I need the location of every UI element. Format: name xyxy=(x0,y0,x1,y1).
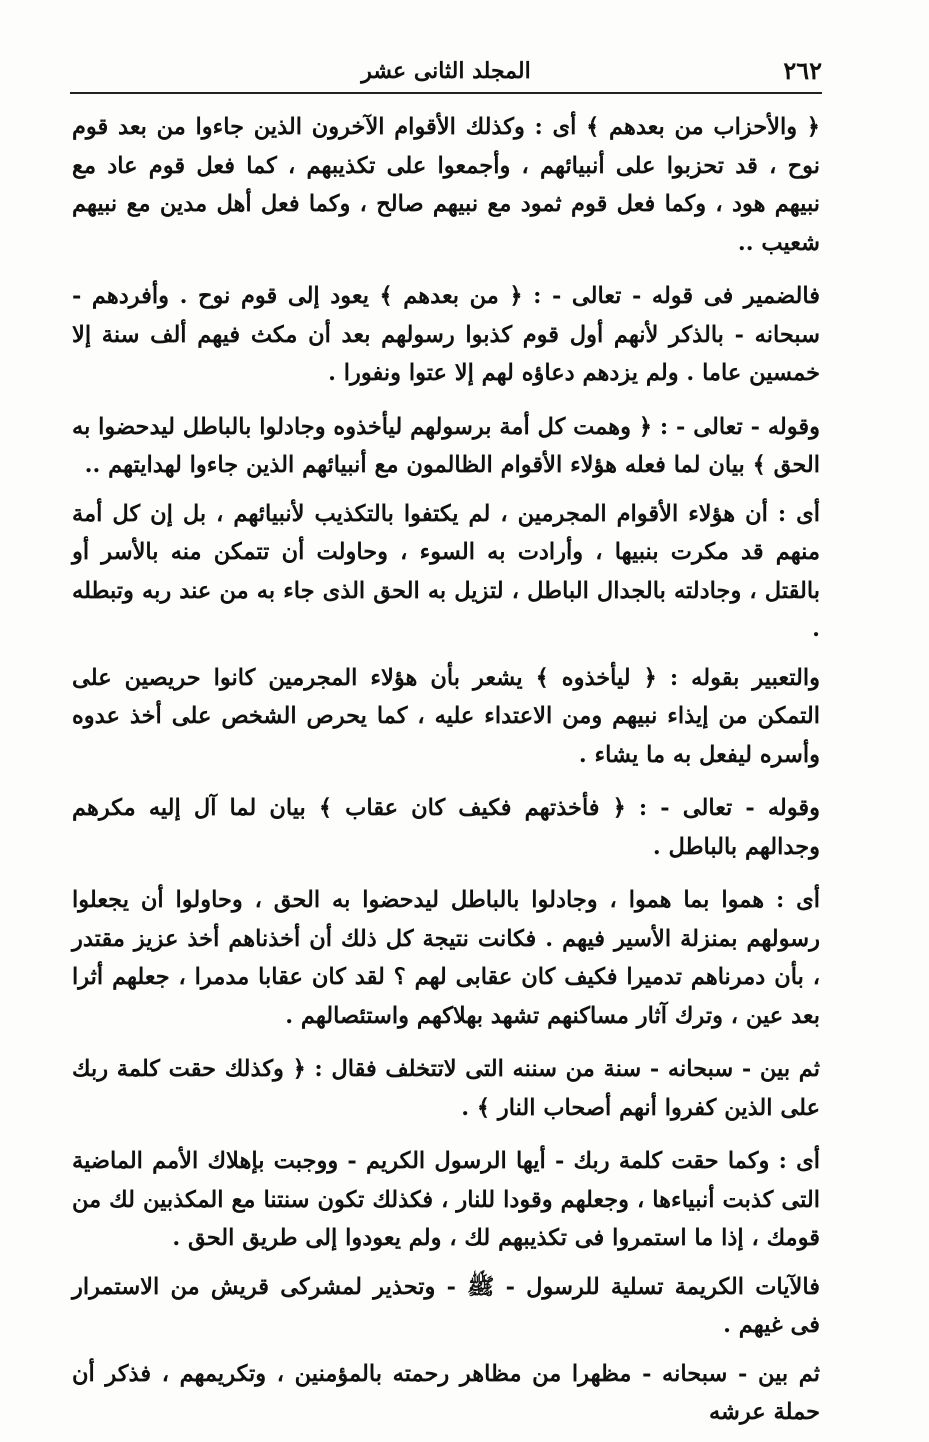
paragraph: أى : وكما حقت كلمة ربك - أيها الرسول الكريم - ووجبت بإهلاك الأمم الماضية التى كذبت أنبياءها ، وجعلهم وقودا للنار ، فكذلك تكون سنتنا مع المكذبين لك من قومك ، إذا ما استمروا فى تكذيبهم لك ، ولم يعودوا إلى طريق الحق . xyxy=(72,1148,821,1251)
paragraph: فالآيات الكريمة تسلية للرسول - ﷺ - وتحذير لمشركى قريش من الاستمرار فى غيهم . xyxy=(72,1273,820,1338)
paragraph: ثم بين - سبحانه - سنة من سننه التى لاتتخلف فقال : ﴿ وكذلك حقت كلمة ربك على الذين كفروا أنهم أصحاب النار ﴾ . xyxy=(72,1056,820,1121)
paragraph: وقوله - تعالى - : ﴿ وهمت كل أمة برسولهم ليأخذوه وجادلوا بالباطل ليدحضوا به الحق ﴾ بيان لما فعله هؤلاء الأقوام الظالمون مع أنبيائهم الذين جاءوا لهدايتهم .. xyxy=(72,413,820,478)
page-header xyxy=(70,50,822,92)
paragraph: وقوله - تعالى - : ﴿ فأخذتهم فكيف كان عقاب ﴾ بيان لما آل إليه مكرهم وجدالهم بالباطل . xyxy=(72,795,820,860)
paragraph: أى : أن هؤلاء الأقوام المجرمين ، لم يكتفوا بالتكذيب لأنبيائهم ، بل إن كل أمة منهم قد مكرت بنبيها ، وأرادت به السوء ، وحاولت أن تتمكن منه بالأسر أو بالقتل ، وجادلته بالجدال الباطل ، لتزيل به الحق الذى جاء به من عند ربه وتبطله . xyxy=(72,500,820,642)
paragraph: أى : هموا بما هموا ، وجادلوا بالباطل ليدحضوا به الحق ، وحاولوا أن يجعلوا رسولهم بمنزلة الأسير فيهم . فكانت نتيجة كل ذلك أن أخذناهم أخذ عزيز مقتدر ، بأن دمرناهم تدميرا فكيف كان عقابى لهم ؟ لقد كان عقابا مدمرا ، جعلهم أثرا بعد عين ، وترك آثار مساكنهم تشهد بهلاكهم واستئصالهم . xyxy=(72,887,820,1029)
header-rule xyxy=(70,92,822,94)
running-title: المجلد الثانى عشر xyxy=(361,58,531,84)
paragraph: ﴿ والأحزاب من بعدهم ﴾ أى : وكذلك الأقوام الآخرون الذين جاءوا من بعد قوم نوح ، قد تحزبوا على أنبيائهم ، وأجمعوا على تكذيبهم ، كما فعل قوم عاد مع نبيهم هود ، وكما فعل قوم ثمود مع نبيهم صالح ، وكما فعل أهل مدين مع نبيهم شعيب .. xyxy=(72,114,820,256)
paragraph: ثم بين - سبحانه - مظهرا من مظاهر رحمته بالمؤمنين ، وتكريمهم ، فذكر أن حملة عرشه xyxy=(72,1360,820,1425)
body-text xyxy=(72,108,820,1442)
page-number: ٢٦٢ xyxy=(783,56,822,85)
paragraph: فالضمير فى قوله - تعالى - : ﴿ من بعدهم ﴾ يعود إلى قوم نوح . وأفردهم - سبحانه - بالذكر لأنهم أول قوم كذبوا رسولهم بعد أن مكث فيهم ألف سنة إلا خمسين عاما . ولم يزدهم دعاؤه لهم إلا عتوا ونفورا . xyxy=(72,283,820,386)
paragraph: والتعبير بقوله : ﴿ ليأخذوه ﴾ يشعر بأن هؤلاء المجرمين كانوا حريصين على التمكن من إيذاء نبيهم ومن الاعتداء عليه ، كما يحرص الشخص على أخذ عدوه وأسره ليفعل به ما يشاء . xyxy=(72,664,820,768)
